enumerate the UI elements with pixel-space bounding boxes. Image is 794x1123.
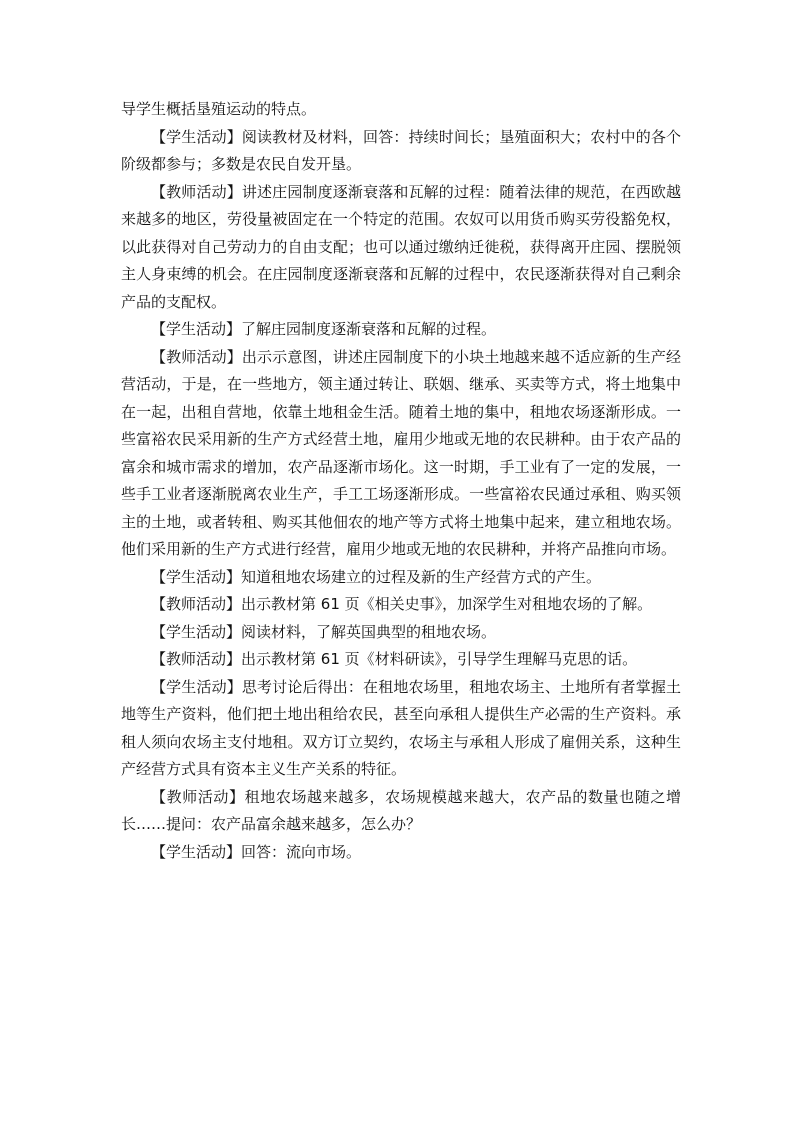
paragraph-tag: 【学生活动】 — [151, 842, 242, 861]
paragraph-text: 了解庄园制度逐渐衰落和瓦解的过程。 — [241, 320, 497, 338]
paragraph-3 — [121, 316, 681, 344]
paragraph-0 — [121, 96, 681, 124]
paragraph-9 — [121, 674, 681, 784]
paragraph-tag: 【学生活动】 — [151, 127, 242, 146]
paragraph-2 — [121, 179, 681, 317]
paragraph-tag: 【学生活动】 — [151, 320, 242, 338]
paragraph-text: 知道租地农场建立的过程及新的生产经营方式的产生。 — [241, 567, 602, 586]
paragraph-text: 出示教材第 61 页《相关史事》，加深学生对租地农场的了解。 — [241, 595, 653, 613]
paragraph-10 — [121, 784, 681, 839]
paragraph-tag: 【学生活动】 — [151, 567, 242, 586]
paragraph-text: 出示示意图，讲述庄园制度下的小块土地越来越不适应新的生产经营活动，于是，在一些地方，领主通过转让、联姻、继承、买卖等方式，将土地集中在一起，出租自营地，依靠土地租金生活。随着土地的集中，租地农场逐渐形成。一些富裕农民采用新的生产方式经营土地，雇用少地或无地的农民耕种。由于农产品的富余和城市需求的增加，农产品逐渐市场化。这一时期，手工业有了一定的发展，一些手工业者逐渐脱离农业生产，手工工场逐渐形成。一些富裕农民通过承租、购买领主的土地，或者转租、购买其他佃农的地产等方式将土地集中起来，建立租地农场。他们采用新的生产方式进行经营，雇用少地或无地的农民耕种，并将产品推向市场。 — [121, 347, 681, 558]
paragraph-tag: 【教师活动】 — [151, 787, 245, 806]
paragraph-4 — [121, 344, 681, 564]
paragraph-8 — [121, 646, 681, 674]
paragraph-tag: 【学生活动】 — [151, 677, 242, 696]
paragraph-tag: 【教师活动】 — [151, 595, 242, 613]
paragraph-text: 租地农场越来越多，农场规模越来越大，农产品的数量也随之增长……提问：农产品富余越来越多，怎么办？ — [121, 787, 681, 833]
paragraph-text: 思考讨论后得出：在租地农场里，租地农场主、土地所有者掌握土地等生产资料，他们把土地出租给农民，甚至向承租人提供生产必需的生产资料。承租人须向农场主支付地租。双方订立契约，农场主与承租人形成了雇佣关系，这种生产经营方式具有资本主义生产关系的特征。 — [121, 677, 681, 778]
paragraph-text: 讲述庄园制度逐渐衰落和瓦解的过程：随着法律的规范，在西欧越来越多的地区，劳役量被固定在一个特定的范围。农奴可以用货币购买劳役豁免权，以此获得对自己劳动力的自由支配；也可以通过缴纳迁徙税，获得离开庄园、摆脱领主人身束缚的机会。在庄园制度逐渐衰落和瓦解的过程中，农民逐渐获得对自己剩余产品的支配权。 — [121, 182, 681, 311]
paragraph-text: 阅读材料，了解英国典型的租地农场。 — [241, 622, 497, 641]
paragraph-text: 回答：流向市场。 — [241, 842, 362, 861]
paragraph-7 — [121, 619, 681, 647]
paragraph-5 — [121, 564, 681, 592]
paragraph-tag: 【教师活动】 — [151, 182, 242, 201]
paragraph-1 — [121, 124, 681, 179]
paragraph-11 — [121, 839, 681, 867]
paragraph-tag: 【学生活动】 — [151, 622, 242, 641]
paragraph-text: 阅读教材及材料，回答：持续时间长；垦殖面积大；农村中的各个阶级都参与；多数是农民自发开垦。 — [121, 127, 681, 173]
paragraph-text: 导学生概括垦殖运动的特点。 — [121, 100, 317, 118]
paragraph-tag: 【教师活动】 — [151, 650, 242, 668]
document-body — [121, 96, 681, 866]
paragraph-tag: 【教师活动】 — [151, 347, 242, 366]
paragraph-text: 出示教材第 61 页《材料研读》，引导学生理解马克思的话。 — [241, 650, 638, 668]
paragraph-6 — [121, 591, 681, 619]
